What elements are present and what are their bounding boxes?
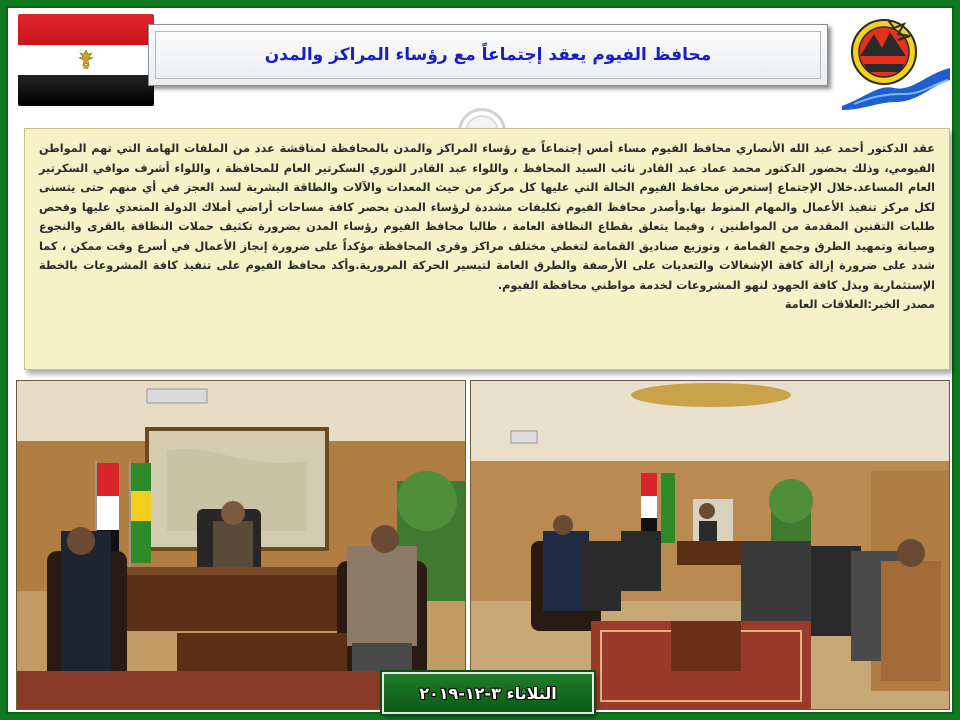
date-text: الثلاثاء ٣-١٢-٢٠١٩ (419, 683, 557, 703)
article-card (24, 128, 950, 370)
article-source: مصدر الخبر:العلاقات العامة (784, 298, 935, 311)
page-title: محافظ الفيوم يعقد إجتماعاً مع رؤساء المراكز والمدن (264, 45, 712, 65)
article-body: عقد الدكتور أحمد عبد الله الأنصاري محافظ الفيوم مساء أمس إجتماعاً مع رؤساء المراكز والمدن بالمحافظة لمناقشة عدد من الملفات الهامة التي تهم المواطن الفيومي، وذلك بحضور الدكتور محمد عماد عبد القادر نائب السيد المحافظ ، واللواء عبد القادر النوري السكرتير العام للمحافظة ، واللواء أشرف موافي السكرتير العام المساعد.خلال الإجتماع إستعرض محافظ الفيوم الحالة التي عليها كل مركز من حيث المعدات والآلات والطاقة البشرية لسد العجز في أي منهم حتى يتسنى لكل مركز تنفيذ الأعمال والمهام المنوط بها.وأصدر محافظ الفيوم تكليفات مشددة لرؤساء المدن بحصر كافة مساحات أراضي أملاك الدولة المتعدي عليها وفحص طلبات التقنين المقدمة من المواطنين ، وفيما يتعلق بقطاع النظافة العامة ، طالبا محافظ الفيوم رؤساء المدن بضرورة تكثيف حملات النظافة بالقرى والنجوع وصيانة وتمهيد الطرق وجمع القمامة ، وتوزيع صناديق القمامة لتغطي مختلف مراكز وقرى المحافظة مؤكداً على ضرورة إنجاز الأعمال في أسرع وقت ممكن ، كما شدد على ضرورة إزالة كافة الإشغالات والتعديات على الأرصفة والطرق العامة لتيسير الحركة المرورية.وأكد محافظ الفيوم على تنفيذ كافة المشروعات بالخطة الإستثمارية وبذل كافة الجهود لنهو المشروعات لخدمة مواطني محافظة الفيوم. (39, 142, 935, 292)
page-frame (6, 6, 954, 714)
title-banner (148, 24, 828, 86)
fayoum-governorate-logo (834, 14, 952, 110)
egypt-flag-icon (18, 14, 154, 106)
date-badge (382, 672, 594, 714)
council-heads-meeting-photo (470, 380, 950, 710)
governor-office-meeting-photo (16, 380, 466, 710)
